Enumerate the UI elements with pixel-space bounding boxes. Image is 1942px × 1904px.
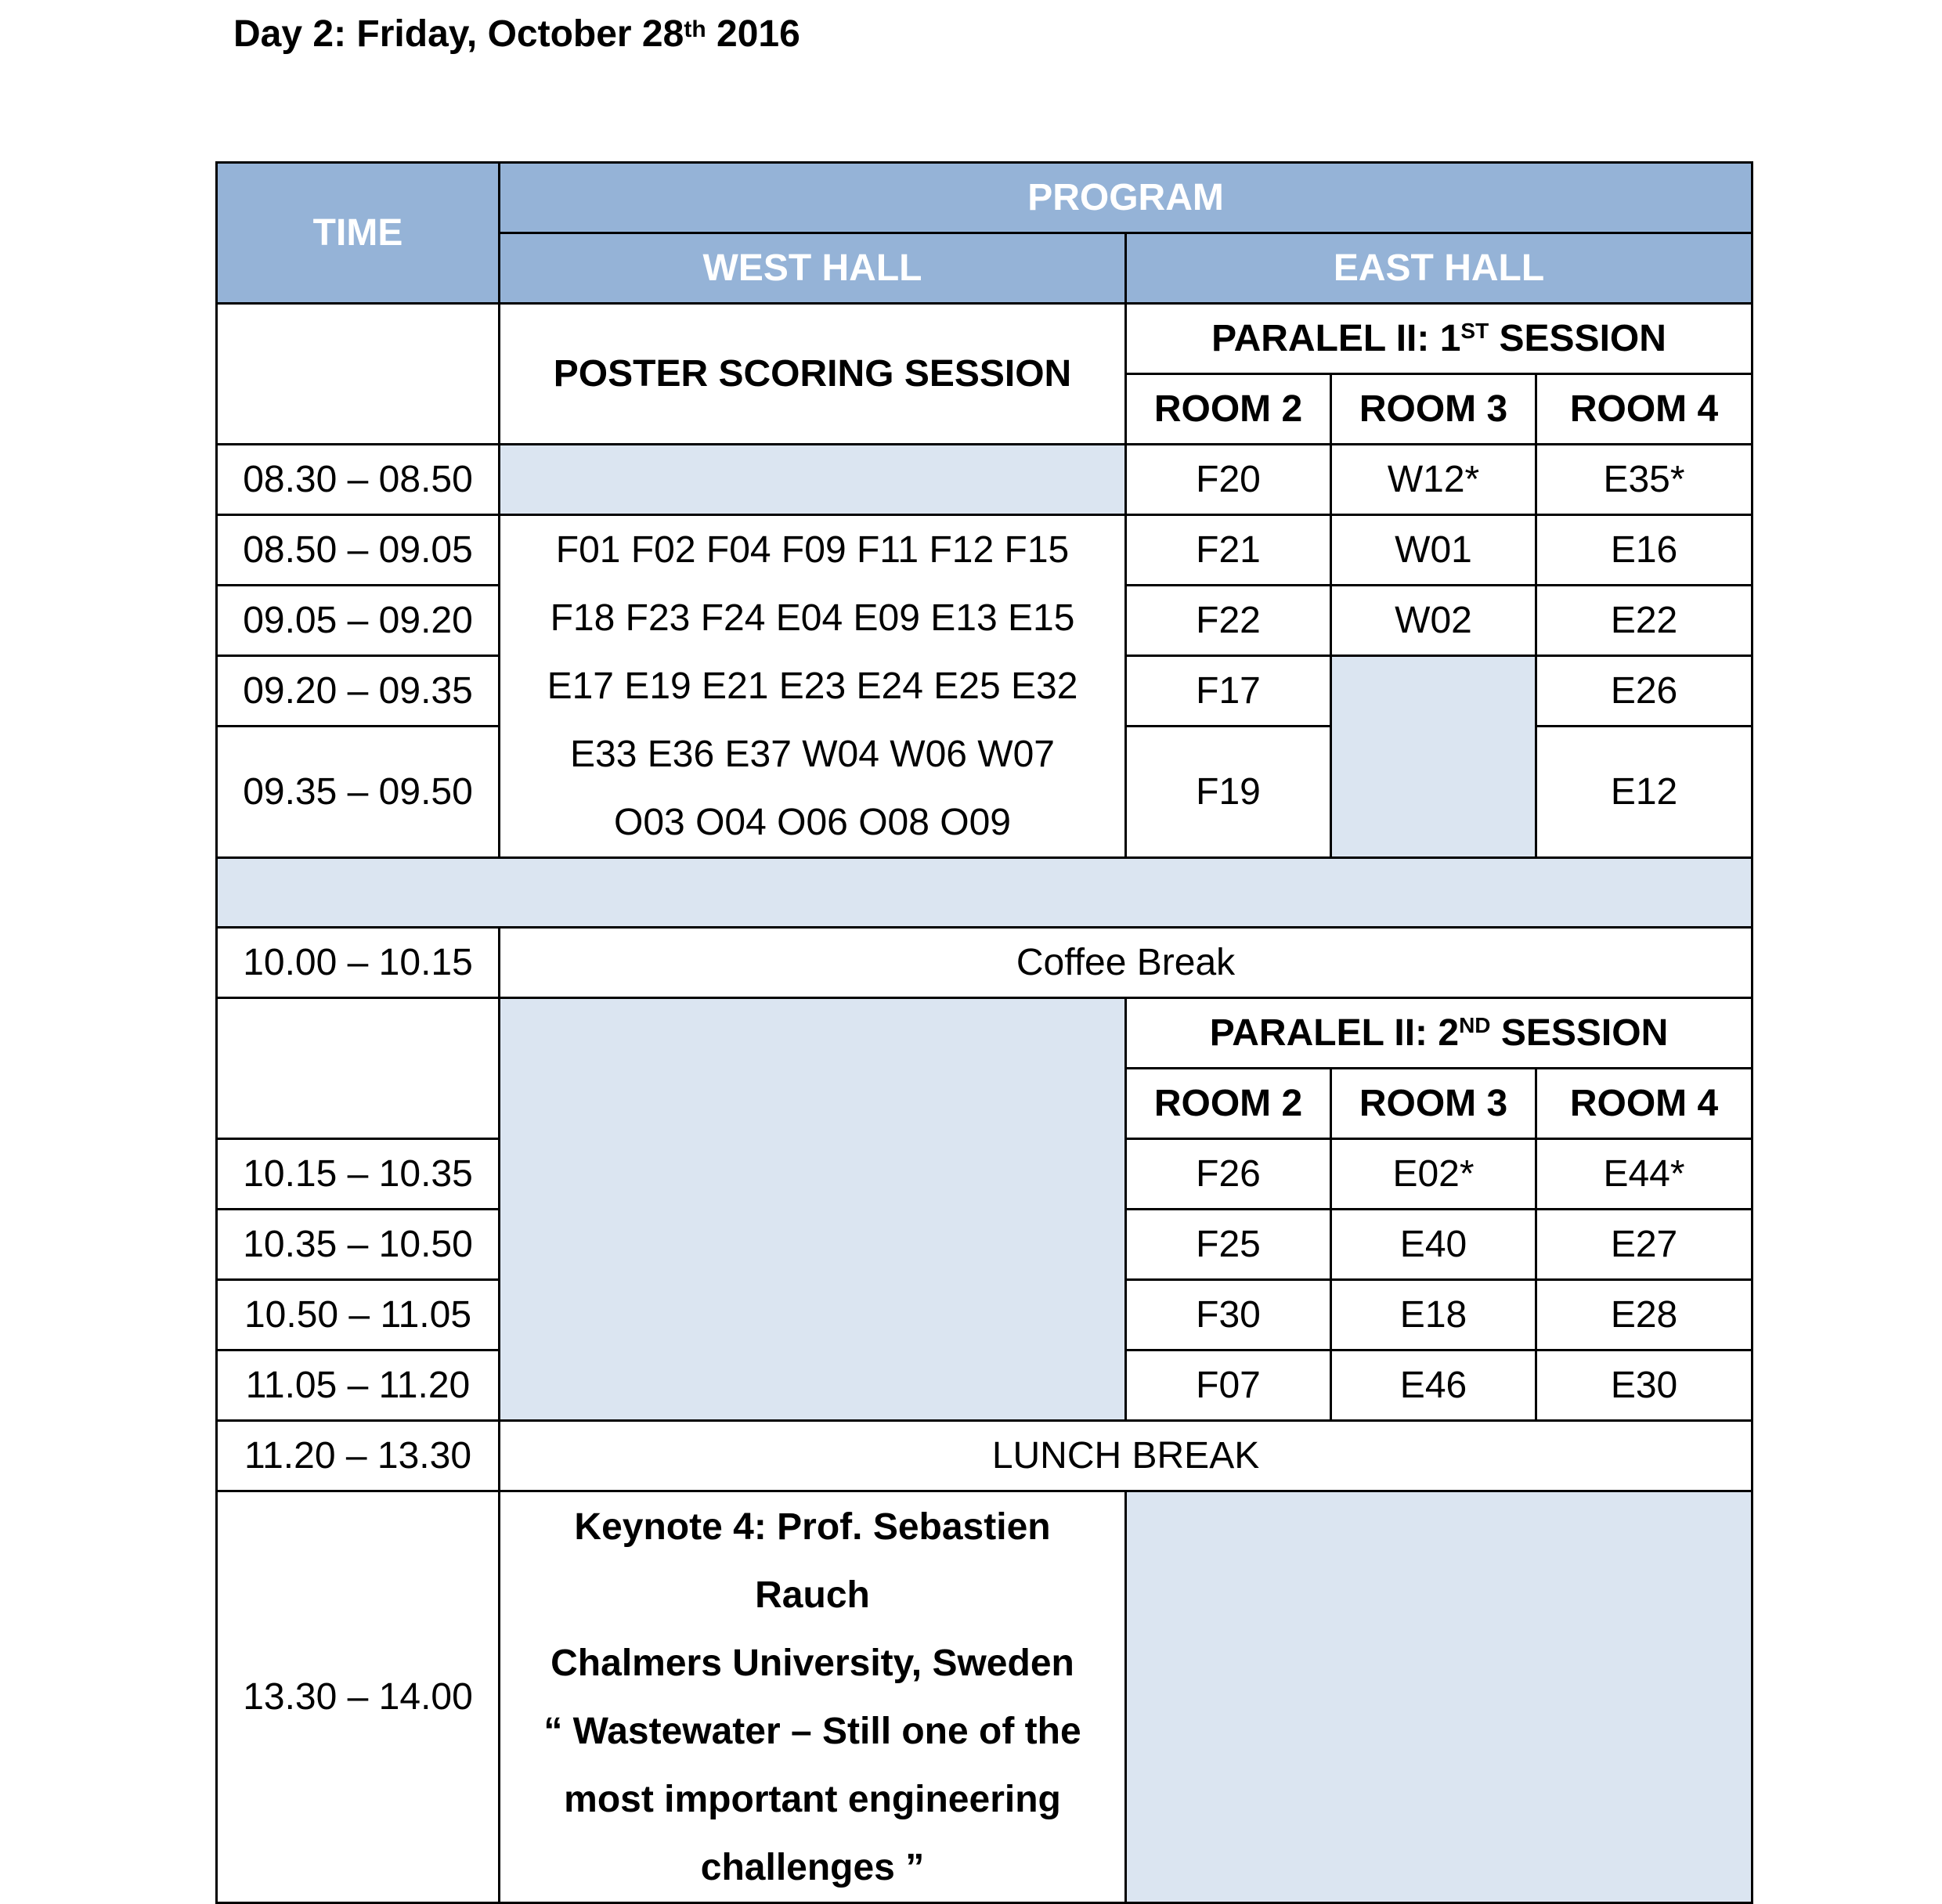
room4-cell: E22 — [1536, 586, 1752, 656]
time-cell: 10.50 – 11.05 — [217, 1280, 500, 1350]
keynote-cell — [500, 1491, 1126, 1903]
room-header: ROOM 3 — [1331, 1069, 1536, 1139]
poster-scoring-session: POSTER SCORING SESSION — [500, 304, 1126, 445]
shaded-cell — [500, 998, 1126, 1421]
room3-cell: E18 — [1331, 1280, 1536, 1350]
room-header: ROOM 2 — [1126, 374, 1331, 445]
keynote-line: Chalmers University, Sweden — [550, 1642, 1074, 1684]
room4-cell: E16 — [1536, 515, 1752, 586]
lunch-break: LUNCH BREAK — [500, 1421, 1752, 1491]
keynote-line: most important engineering — [564, 1778, 1061, 1820]
west-hall-header: WEST HALL — [500, 233, 1126, 304]
poster-list — [500, 515, 1126, 858]
shaded-cell — [1126, 1491, 1752, 1903]
room2-cell: F21 — [1126, 515, 1331, 586]
room2-cell: F25 — [1126, 1210, 1331, 1280]
time-cell: 09.35 – 09.50 — [217, 727, 500, 858]
room4-cell: E26 — [1536, 656, 1752, 727]
room-header: ROOM 4 — [1536, 374, 1752, 445]
schedule-table — [215, 161, 1753, 1904]
program-header: PROGRAM — [500, 163, 1752, 233]
separator-row — [217, 858, 1752, 928]
room3-cell: W12* — [1331, 445, 1536, 515]
time-cell: 11.05 – 11.20 — [217, 1350, 500, 1421]
room2-cell: F19 — [1126, 727, 1331, 858]
room-header: ROOM 3 — [1331, 374, 1536, 445]
shaded-cell — [500, 445, 1126, 515]
time-cell: 09.05 – 09.20 — [217, 586, 500, 656]
time-header: TIME — [217, 163, 500, 304]
time-cell: 09.20 – 09.35 — [217, 656, 500, 727]
poster-list-line: F18 F23 F24 E04 E09 E13 E15 — [550, 597, 1075, 639]
time-cell: 10.35 – 10.50 — [217, 1210, 500, 1280]
time-cell: 10.15 – 10.35 — [217, 1139, 500, 1210]
table-row — [217, 1491, 1752, 1903]
room4-cell: E28 — [1536, 1280, 1752, 1350]
room2-cell: F26 — [1126, 1139, 1331, 1210]
keynote-line: Rauch — [755, 1574, 870, 1616]
time-cell: 13.30 – 14.00 — [217, 1491, 500, 1903]
table-row — [217, 515, 1752, 586]
room4-cell: E44* — [1536, 1139, 1752, 1210]
room4-cell: E27 — [1536, 1210, 1752, 1280]
room2-cell: F22 — [1126, 586, 1331, 656]
room3-cell: W01 — [1331, 515, 1536, 586]
poster-list-line: F01 F02 F04 F09 F11 F12 F15 — [555, 529, 1070, 571]
session1-title-row — [217, 304, 1752, 374]
room4-cell: E35* — [1536, 445, 1752, 515]
coffee-break: Coffee Break — [500, 928, 1752, 998]
time-cell: 08.30 – 08.50 — [217, 445, 500, 515]
time-cell: 08.50 – 09.05 — [217, 515, 500, 586]
time-cell: 11.20 – 13.30 — [217, 1421, 500, 1491]
poster-list-line: O03 O04 O06 O08 O09 — [614, 802, 1011, 843]
poster-list-line: E17 E19 E21 E23 E24 E25 E32 — [547, 665, 1078, 707]
keynote-line: “ Wastewater – Still one of the — [543, 1710, 1081, 1752]
keynote-line: Keynote 4: Prof. Sebastien — [574, 1506, 1051, 1548]
east-hall-header: EAST HALL — [1126, 233, 1752, 304]
session2-title-row — [217, 998, 1752, 1069]
time-cell: 10.00 – 10.15 — [217, 928, 500, 998]
room-header: ROOM 4 — [1536, 1069, 1752, 1139]
room3-cell: E02* — [1331, 1139, 1536, 1210]
shaded-cell — [1331, 656, 1536, 858]
room3-cell: E40 — [1331, 1210, 1536, 1280]
session1-title: PARALEL II: 1ST SESSION — [1126, 304, 1752, 374]
room4-cell: E12 — [1536, 727, 1752, 858]
room2-cell: F07 — [1126, 1350, 1331, 1421]
room3-cell: W02 — [1331, 586, 1536, 656]
room2-cell: F17 — [1126, 656, 1331, 727]
room-header: ROOM 2 — [1126, 1069, 1331, 1139]
poster-list-line: E33 E36 E37 W04 W06 W07 — [570, 734, 1055, 775]
empty-time-cell — [217, 304, 500, 445]
table-row — [217, 1421, 1752, 1491]
room2-cell: F20 — [1126, 445, 1331, 515]
room2-cell: F30 — [1126, 1280, 1331, 1350]
room3-cell: E46 — [1331, 1350, 1536, 1421]
keynote-line: challenges ” — [700, 1846, 925, 1888]
empty-time-cell — [217, 998, 500, 1139]
header-row — [217, 163, 1752, 233]
page-title: Day 2: Friday, October 28th 2016 — [233, 13, 800, 55]
shaded-separator — [217, 858, 1752, 928]
table-row — [217, 445, 1752, 515]
room4-cell: E30 — [1536, 1350, 1752, 1421]
session2-title: PARALEL II: 2ND SESSION — [1126, 998, 1752, 1069]
table-row — [217, 928, 1752, 998]
